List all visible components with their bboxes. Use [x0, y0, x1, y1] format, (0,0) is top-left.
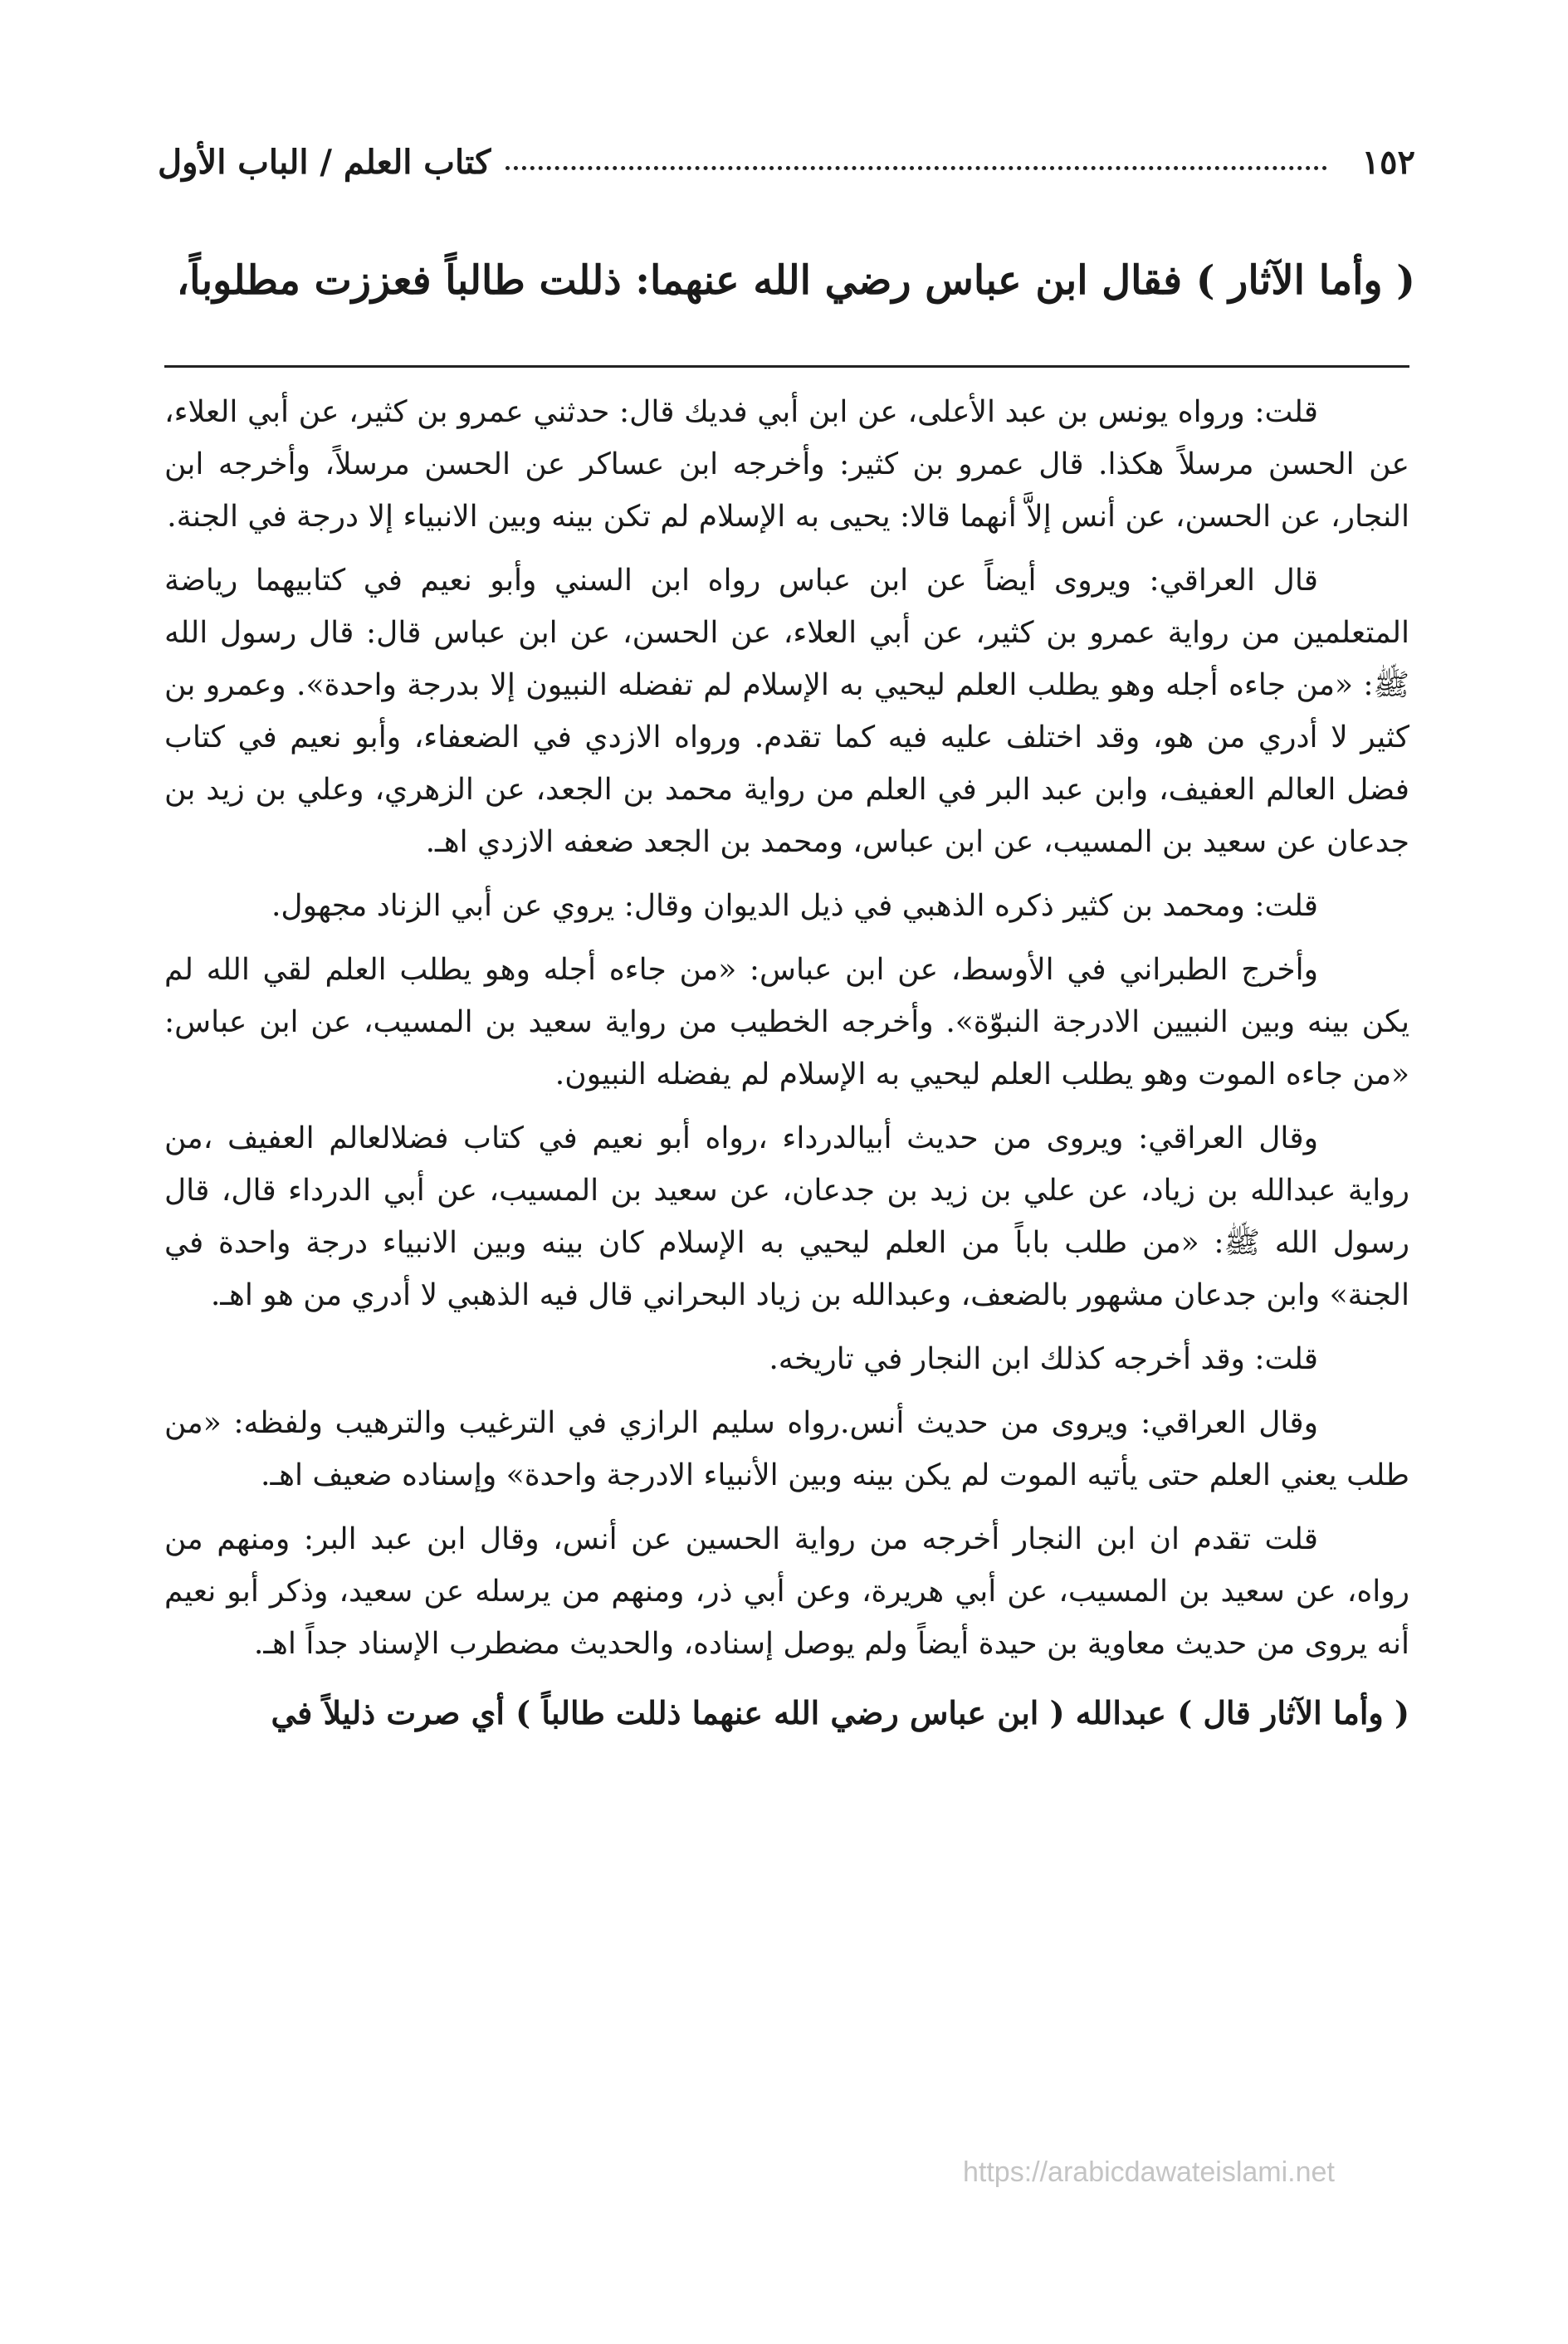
running-header: [158, 133, 1415, 191]
page-number: ١٥٢: [1361, 142, 1415, 182]
commentary-divider: [164, 365, 1409, 368]
closing-line: ( وأما الآثار قال ) عبدالله ( ابن عباس رضي الله عنهما ذللت طالباً ) أي صرت ذليلاً في: [271, 1694, 1409, 1731]
main-text-heading: ( وأما الآثار ) فقال ابن عباس رضي الله عنهما: ذللت طالباً فعززت مطلوباً،: [176, 257, 1415, 304]
commentary-body: [164, 386, 1409, 1751]
website-watermark: https://arabicdawateislami.net: [963, 2156, 1335, 2188]
commentary-paragraph: وقال العراقي: ويروى من حديث أنس.رواه سليم الرازي في الترغيب والترهيب ولفظه: «من طلب يعني العلم حتى يأتيه الموت لم يكن بينه وبين الأنبياء الادرجة واحدة» وإسناده ضعيف اهـ.: [164, 1406, 1409, 1492]
header-dot-leader: [506, 151, 1326, 170]
chapter-title: كتاب العلم / الباب الأول: [158, 142, 491, 182]
commentary-paragraph: قلت: ورواه يونس بن عبد الأعلى، عن ابن أبي فديك قال: حدثني عمرو بن كثير، عن أبي العلاء، عن الحسن مرسلاً هكذا. قال عمرو بن كثير: وأخرجه ابن عساكر عن الحسن مرسلاً، وأخرجه ابن النجار، عن الحسن، عن أنس إلاَّ أنهما قالا: يحيى به الإسلام لم تكن بينه وبين الانبياء إلا درجة في الجنة.: [164, 395, 1409, 534]
commentary-paragraph: وقال العراقي: ويروى من حديث أبيالدرداء ،رواه أبو نعيم في كتاب فضلالعالم العفيف ،من رواية عبدالله بن زياد، عن علي بن زيد بن جدعان، عن سعيد بن المسيب، عن أبي الدرداء قال، قال رسول الله ﷺ: «من طلب باباً من العلم ليحيي به الإسلام كان بينه وبين الانبياء درجة واحدة في الجنة» وابن جدعان مشهور بالضعف، وعبدالله بن زياد البحراني قال فيه الذهبي لا أدري من هو اهـ.: [164, 1121, 1409, 1312]
commentary-paragraph: قلت تقدم ان ابن النجار أخرجه من رواية الحسين عن أنس، وقال ابن عبد البر: ومنهم من رواه، عن سعيد بن المسيب، عن أبي هريرة، وعن أبي ذر، ومنهم من يرسله عن سعيد، وذكر أبو نعيم أنه يروى من حديث معاوية بن حيدة أيضاً ولم يوصل إسناده، والحديث مضطرب الإسناد جداً اهـ.: [164, 1522, 1409, 1661]
commentary-paragraph: قال العراقي: ويروى أيضاً عن ابن عباس رواه ابن السني وأبو نعيم في كتابيهما رياضة المتعلمين من رواية عمرو بن كثير، عن أبي العلاء، عن الحسن، عن ابن عباس قال: قال رسول الله ﷺ: «من جاءه أجله وهو يطلب العلم ليحيي به الإسلام لم تفضله النبيون إلا بدرجة واحدة». وعمرو بن كثير لا أدري من هو، وقد اختلف عليه فيه كما تقدم. ورواه الازدي في الضعفاء، وأبو نعيم في كتاب فضل العالم العفيف، وابن عبد البر في العلم من رواية محمد بن الجعد، عن الزهري، وعلي بن زيد بن جدعان عن سعيد بن المسيب، عن ابن عباس، ومحمد بن الجعد ضعفه الازدي اهـ.: [164, 564, 1409, 859]
commentary-paragraph: وأخرج الطبراني في الأوسط، عن ابن عباس: «من جاءه أجله وهو يطلب العلم لقي الله لم يكن بينه وبين النبيين الادرجة النبوّة». وأخرجه الخطيب من رواية سعيد بن المسيب، عن ابن عباس: «من جاءه الموت وهو يطلب العلم ليحيي به الإسلام لم يفضله النبيون.: [164, 953, 1409, 1091]
commentary-paragraph: قلت: وقد أخرجه كذلك ابن النجار في تاريخه.: [769, 1342, 1318, 1376]
commentary-paragraph: قلت: ومحمد بن كثير ذكره الذهبي في ذيل الديوان وقال: يروي عن أبي الزناد مجهول.: [271, 889, 1318, 923]
